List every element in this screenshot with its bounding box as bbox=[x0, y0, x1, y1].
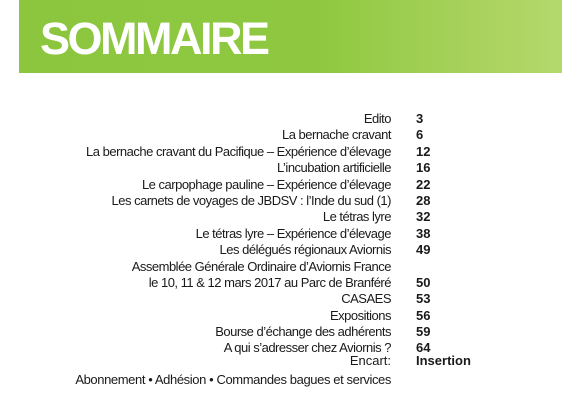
toc-entry bbox=[0, 291, 562, 307]
toc-entry-title: Expositions bbox=[330, 307, 391, 323]
toc-entry-title: Le tétras lyre bbox=[322, 209, 391, 225]
toc-entry bbox=[0, 160, 562, 176]
toc-entry-title: Edito bbox=[363, 111, 391, 126]
toc-entry-page-number: 6 bbox=[416, 127, 424, 143]
encart-label: Encart: bbox=[349, 353, 391, 368]
toc-entry-page-number: 32 bbox=[416, 209, 431, 225]
header-banner bbox=[19, 0, 562, 73]
toc-entry-title: Bourse d’échange des adhérents bbox=[215, 324, 391, 340]
table-of-contents bbox=[0, 111, 562, 357]
toc-entry-title: Le tétras lyre – Expérience d’élevage bbox=[195, 225, 391, 241]
toc-entry-title: La bernache cravant bbox=[281, 127, 391, 143]
toc-entry-title: Assemblée Générale Ordinaire d’Aviornis France bbox=[131, 258, 391, 274]
toc-entry-page-number: 3 bbox=[416, 111, 424, 126]
toc-entry bbox=[0, 259, 562, 275]
toc-entry bbox=[0, 127, 562, 143]
toc-entry bbox=[0, 209, 562, 225]
toc-entry bbox=[0, 242, 562, 258]
toc-entry-title: CASAES bbox=[341, 291, 391, 307]
toc-entry-page-number: 38 bbox=[416, 225, 431, 241]
toc-entry-title: Le carpophage pauline – Expérience d’élevage bbox=[141, 176, 391, 192]
toc-entry-title: le 10, 11 & 12 mars 2017 au Parc de Branféré bbox=[148, 274, 391, 290]
toc-entry bbox=[0, 144, 562, 160]
toc-entry-page-number: 59 bbox=[416, 324, 431, 340]
page-title: SOMMAIRE bbox=[40, 13, 268, 64]
toc-entry bbox=[0, 324, 562, 340]
encart-value: Insertion bbox=[416, 353, 471, 368]
toc-entry-title: Les délégués régionaux Aviornis bbox=[219, 242, 391, 258]
toc-entry bbox=[0, 177, 562, 193]
encart-contents: Abonnement • Adhésion • Commandes bagues et services bbox=[75, 372, 391, 387]
toc-entry-page-number: 53 bbox=[416, 291, 431, 307]
toc-entry-page-number: 64 bbox=[416, 340, 431, 356]
toc-entry bbox=[0, 111, 562, 127]
toc-entry bbox=[0, 308, 562, 324]
encart-row bbox=[0, 353, 562, 369]
toc-entry-page-number: 28 bbox=[416, 192, 431, 208]
toc-entry-page-number: 50 bbox=[416, 274, 431, 290]
toc-entry-page-number: 56 bbox=[416, 307, 431, 323]
toc-entry-page-number: 16 bbox=[416, 160, 431, 176]
toc-entry bbox=[0, 193, 562, 209]
toc-entry bbox=[0, 275, 562, 291]
toc-entry-page-number: 12 bbox=[416, 143, 431, 159]
toc-entry-page-number: 22 bbox=[416, 176, 431, 192]
toc-entry-title: A qui s’adresser chez Aviornis ? bbox=[223, 340, 391, 356]
toc-entry-title: La bernache cravant du Pacifique – Expérience d’élevage bbox=[86, 143, 391, 159]
toc-entry-title: Les carnets de voyages de JBDSV : l’Inde du sud (1) bbox=[111, 192, 391, 208]
toc-entry-title: L’incubation artificielle bbox=[277, 160, 391, 176]
toc-entry bbox=[0, 226, 562, 242]
toc-entry-page-number: 49 bbox=[416, 242, 431, 258]
